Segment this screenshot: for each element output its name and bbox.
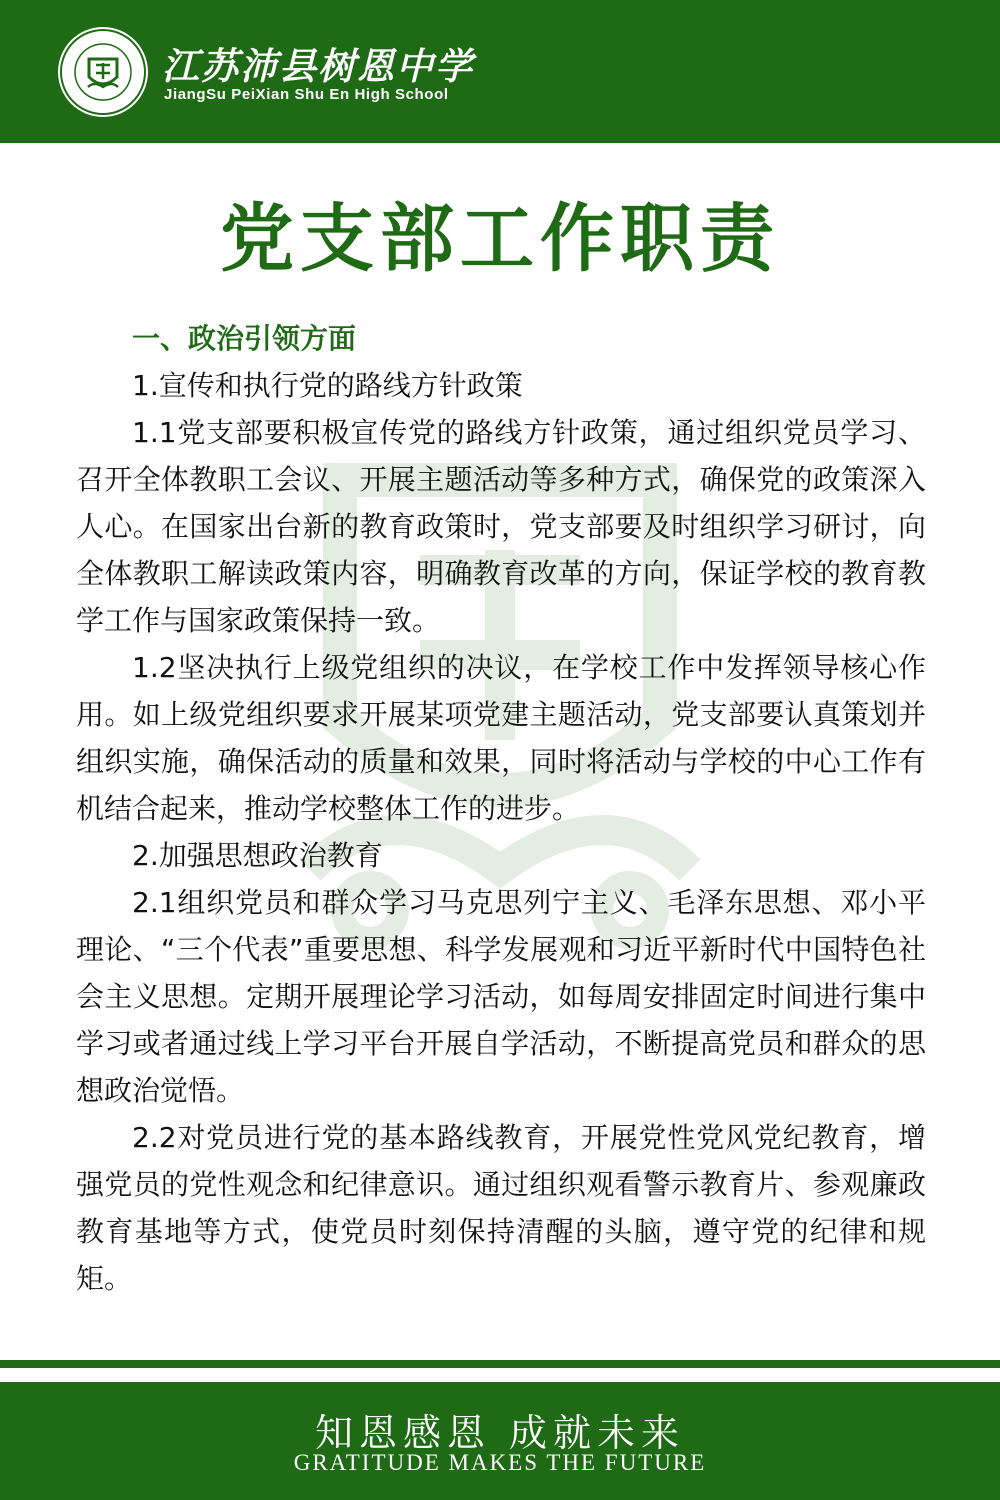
paragraph-2-2: 2.2对党员进行党的基本路线教育，开展党性党风党纪教育，增强党员的党性观念和纪律意识。通过组织观看警示教育片、参观廉政教育基地等方式，使党员时刻保持清醒的头脑，遵守党的纪律和规矩。 bbox=[76, 1121, 926, 1295]
paragraph-1-2: 1.2坚决执行上级党组织的决议，在学校工作中发挥领导核心作用。如上级党组织要求开展某项党建主题活动，党支部要认真策划并组织实施，确保活动的质量和效果，同时将活动与学校的中心工作有机结合起来，推动学校整体工作的进步。 bbox=[76, 651, 926, 825]
slogan-en: GRATITUDE MAKES THE FUTURE bbox=[293, 1450, 707, 1475]
school-logo bbox=[58, 27, 148, 117]
duties-content bbox=[76, 315, 926, 1302]
footer-banner bbox=[0, 1382, 1000, 1500]
school-name-cn: 江苏沛县树恩中学 bbox=[162, 44, 474, 88]
item-heading-1: 1.宣传和执行党的路线方针政策 bbox=[132, 369, 523, 402]
footer-divider bbox=[0, 1360, 1000, 1368]
school-emblem-icon bbox=[58, 27, 148, 117]
school-name-en: JiangSu PeiXian Shu En High School bbox=[164, 86, 449, 103]
item-heading-2: 2.加强思想政治教育 bbox=[132, 839, 383, 872]
slogan-cn: 知恩感恩 成就未来 bbox=[314, 1411, 686, 1455]
page-title: 党支部工作职责 bbox=[220, 196, 780, 282]
header-banner bbox=[0, 0, 1000, 143]
paragraph-1-1: 1.1党支部要积极宣传党的路线方针政策，通过组织党员学习、召开全体教职工会议、开展主题活动等多种方式，确保党的政策深入人心。在国家出台新的教育政策时，党支部要及时组织学习研讨，向全体教职工解读政策内容，明确教育改革的方向，保证学校的教育教学工作与国家政策保持一致。 bbox=[76, 416, 926, 637]
section-heading-political: 一、政治引领方面 bbox=[132, 322, 357, 355]
paragraph-2-1: 2.1组织党员和群众学习马克思列宁主义、毛泽东思想、邓小平理论、“三个代表”重要思想、科学发展观和习近平新时代中国特色社会主义思想。定期开展理论学习活动，如每周安排固定时间进行集中学习或者通过线上学习平台开展自学活动，不断提高党员和群众的思想政治觉悟。 bbox=[76, 886, 926, 1107]
